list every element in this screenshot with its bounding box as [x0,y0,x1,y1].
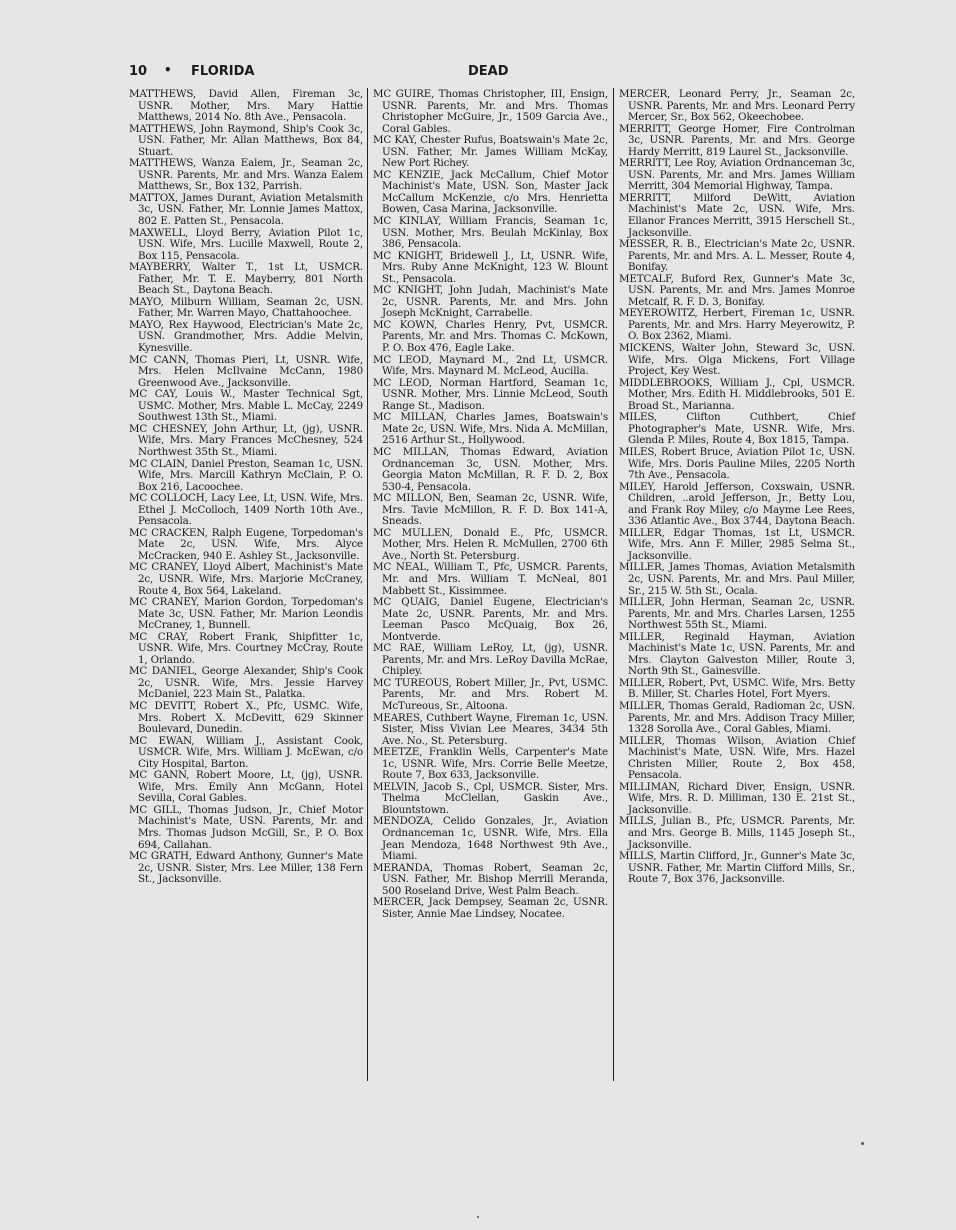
page-number: 10 [129,64,148,79]
casualty-entry: MC DEVITT, Robert X., Pfc, USMC. Wife, Mrs. Robert X. McDevitt, 629 Skinner Boulevard, Dunedin. [129,699,363,736]
column-divider [367,88,368,1081]
column-divider [613,88,614,1081]
casualty-entry: MILLER, John Herman, Seaman 2c, USNR. Parents, Mr. and Mrs. Charles Larsen, 1255 Northwest 55th St., Miami. [619,596,855,632]
casualty-entry: MC KAY, Chester Rufus, Boatswain's Mate 2c, USN. Father, Mr. James William McKay, New Port Richey. [373,134,608,170]
casualty-entry: MC CRACKEN, Ralph Eugene, Torpedoman's Mate 2c, USN. Wife, Mrs. Alyce McCracken, 940 E. Ashley St., Jacksonville. [129,526,363,562]
casualty-entry: MERRITT, Lee Roy, Aviation Ordnanceman 3c, USN. Parents, Mr. and Mrs. James William Merritt, 304 Memorial Highway, Tampa. [619,157,855,193]
casualty-entry: MERANDA, Thomas Robert, Seaman 2c, USN. Father, Mr. Bishop Merrill Meranda, 500 Roseland Drive, West Palm Beach. [373,861,608,897]
state-title: FLORIDA [191,64,255,79]
casualty-entry: MC CRAY, Robert Frank, Shipfitter 1c, USNR. Wife, Mrs. Courtney McCray, Route 1, Orlando. [129,630,363,666]
casualty-entry: MC LEOD, Maynard M., 2nd Lt, USMCR. Wife, Mrs. Maynard M. McLeod, Aucilla. [373,353,608,378]
casualty-entry: MC TUREOUS, Robert Miller, Jr., Pvt, USMC. Parents, Mr. and Mrs. Robert M. McTureous, Sr., Altoona. [373,676,608,712]
casualty-entry: MC RAE, William LeRoy, Lt, (jg), USNR. Parents, Mr. and Mrs. LeRoy Davilla McRae, Chipley. [373,642,609,678]
casualty-entry: MERRITT, George Homer, Fire Controlman 3c, USNR. Parents, Mr. and Mrs. George Hardy Merritt, 819 Laurel St., Jacksonville. [619,122,855,158]
casualty-entry: MENDOZA, Celido Gonzales, Jr., Aviation Ordnanceman 1c, USNR. Wife, Mrs. Ella Jean Mendoza, 1648 Northwest 9th Ave., Miami. [373,815,608,863]
casualty-entry: MELVIN, Jacob S., Cpl, USMCR. Sister, Mrs. Thelma McClellan, Gaskin Ave., Blountstown. [373,780,608,816]
casualty-entry: MC CRANEY, Lloyd Albert, Machinist's Mate 2c, USNR. Wife, Mrs. Marjorie McCraney, Route 4, Box 564, Lakeland. [129,561,363,597]
casualty-entry: METCALF, Buford Rex, Gunner's Mate 3c, USN. Parents, Mr. and Mrs. James Monroe Metcalf, R. F. D. 3, Bonifay. [619,272,855,308]
casualty-entry: MC MULLEN, Donald E., Pfc, USMCR. Mother, Mrs. Helen R. McMullen, 2700 6th Ave., North St. Petersburg. [373,526,608,562]
casualty-entry: MC GANN, Robert Moore, Lt, (jg), USNR. Wife, Mrs. Emily Ann McGann, Hotel Sevilla, Coral Gables. [129,769,363,805]
casualty-entry: MC GRATH, Edward Anthony, Gunner's Mate 2c, USNR. Sister, Mrs. Lee Miller, 138 Fern St., Jacksonville. [129,850,363,886]
casualty-entry: MAYBERRY, Walter T., 1st Lt, USMCR. Father, Mr. T. E. Mayberry, 801 North Beach St., Daytona Beach. [129,261,363,297]
casualty-entry: MC GUIRE, Thomas Christopher, III, Ensign, USNR. Parents, Mr. and Mrs. Thomas Christopher McGuire, Jr., 1509 Garcia Ave., Coral Gables. [373,88,608,135]
casualty-entry: MC COLLOCH, Lacy Lee, Lt, USN. Wife, Mrs. Ethel J. McColloch, 1409 North 10th Ave., Pensacola. [129,492,363,528]
casualty-entry: MATTHEWS, John Raymond, Ship's Cook 3c, USN. Father, Mr. Allan Matthews, Box 84, Stuart. [129,122,363,158]
casualty-entry: MC MILLAN, Charles James, Boatswain's Mate 2c, USN. Wife, Mrs. Nida A. McMillan, 2516 Arthur St., Hollywood. [373,411,608,447]
casualty-entry: MC CHESNEY, John Arthur, Lt, (jg), USNR. Wife, Mrs. Mary Frances McChesney, 524 Northwest 35th St., Miami. [129,422,363,458]
casualty-entry: MC KENZIE, Jack McCallum, Chief Motor Machinist's Mate, USN. Son, Master Jack McCallum McKenzie, c/o Mrs. Henrietta Bowen, Casa Marina, Jacksonville. [373,168,608,216]
casualty-entry: MC CRANEY, Marion Gordon, Torpedoman's Mate 3c, USN. Father, Mr. Marion Leondis McCraney, 1, Bunnell. [129,596,363,632]
casualty-entry: MC KNIGHT, Bridewell J., Lt, USNR. Wife, Mrs. Ruby Anne McKnight, 123 W. Blount St., Pensacola. [373,249,608,285]
casualty-entry: MERCER, Jack Dempsey, Seaman 2c, USNR. Sister, Annie Mae Lindsey, Nocatee. [373,896,608,920]
casualty-entry: MAXWELL, Lloyd Berry, Aviation Pilot 1c, USN. Wife, Mrs. Lucille Maxwell, Route 2, Box 115, Pensacola. [129,226,363,262]
casualty-entry: MC LEOD, Norman Hartford, Seaman 1c, USNR. Mother, Mrs. Linnie McLeod, South Range St., Madison. [373,376,608,412]
casualty-entry: MAYO, Rex Haywood, Electrician's Mate 2c, USN. Grandmother, Mrs. Addie Melvin, Kynesville. [129,318,363,355]
casualty-entry: MC CAY, Louis W., Master Technical Sgt, USMC. Mother, Mrs. Mable L. McCay, 2249 Southwest 13th St., Miami. [129,388,363,424]
casualty-entry: MC KINLAY, William Francis, Seaman 1c, USN. Mother, Mrs. Beulah McKinlay, Box 386, Pensacola. [373,215,608,251]
casualty-entry: MC CANN, Thomas Pieri, Lt, USNR. Wife, Mrs. Helen McIlvaine McCann, 1980 Greenwood Ave., Jacksonville. [129,353,363,389]
casualty-entry: MILLIMAN, Richard Diver, Ensign, USNR. Wife, Mrs. R. D. Milliman, 130 E. 21st St., Jacksonville. [619,780,855,816]
casualty-entry: MILLS, Julian B., Pfc, USMCR. Parents, Mr. and Mrs. George B. Mills, 1145 Joseph St., Jacksonville. [619,815,855,851]
column-2 [373,89,608,920]
casualty-entry: MILEY, Harold Jefferson, Coxswain, USNR. Children, ..arold Jefferson, Jr., Betty Lou, and Frank Roy Miley, c/o Mayme Lee Rees, 336 Atlantic Ave., Box 3744, Daytona Beach. [619,480,855,528]
paper-speck [861,1142,864,1145]
casualty-entry: MILLER, Reginald Hayman, Aviation Machinist's Mate 1c, USN. Parents, Mr. and Mrs. Clayton Galveston Miller, Route 3, North 9th St., Gainesville. [619,630,855,678]
casualty-entry: MILLER, Thomas Wilson, Aviation Chief Machinist's Mate, USN. Wife, Mrs. Hazel Christen Miller, Route 2, Box 458, Pensacola. [619,734,855,782]
casualty-entry: MATTOX, James Durant, Aviation Metalsmith 3c, USN. Father, Mr. Lonnie James Mattox, 802 E. Patten St., Pensacola. [129,191,363,228]
casualty-entry: MICKENS, Walter John, Steward 3c, USN. Wife, Mrs. Olga Mickens, Fort Village Project, Key West. [619,342,855,378]
column-1 [129,89,363,886]
casualty-entry: MC DANIEL, George Alexander, Ship's Cook 2c, USNR. Wife, Mrs. Jessie Harvey McDaniel, 223 Main St., Palatka. [129,665,363,701]
casualty-entry: MATTHEWS, Wanza Ealem, Jr., Seaman 2c, USNR. Parents, Mr. and Mrs. Wanza Ealem Matthews, Sr., Box 132, Parrish. [129,157,363,193]
section-title: DEAD [468,64,509,79]
casualty-entry: MC CLAIN, Daniel Preston, Seaman 1c, USN. Wife, Mrs. Marcill Kathryn McClain, P. O. Box 216, Lacoochee. [129,457,363,493]
casualty-entry: MILLER, James Thomas, Aviation Metalsmith 2c, USN. Parents, Mr. and Mrs. Paul Miller, Sr., 215 W. 5th St., Ocala. [619,561,855,597]
casualty-entry: MIDDLEBROOKS, William J., Cpl, USMCR. Mother, Mrs. Edith H. Middlebrooks, 501 E. Broad St., Marianna. [619,376,855,412]
casualty-entry: MEYEROWITZ, Herbert, Fireman 1c, USNR. Parents, Mr. and Mrs. Harry Meyerowitz, P. O. Box 2362, Miami. [619,307,855,343]
paper-speck [477,1216,479,1218]
casualty-entry: MILLER, Edgar Thomas, 1st Lt, USMCR. Wife, Mrs. Ann F. Miller, 2985 Selma St., Jacksonville. [619,526,855,562]
casualty-entry: MILLER, Robert, Pvt, USMC. Wife, Mrs. Betty B. Miller, St. Charles Hotel, Fort Myers. [619,676,855,701]
casualty-entry: MAYO, Milburn William, Seaman 2c, USN. Father, Mr. Warren Mayo, Chattahoochee. [129,295,363,320]
casualty-entry: MERRITT, Milford DeWitt, Aviation Machinist's Mate 2c, USN. Wife, Mrs. Ellanor Frances Merritt, 3915 Herschell St., Jacksonville. [619,191,855,239]
casualty-entry: MILLS, Martin Clifford, Jr., Gunner's Mate 3c, USNR. Father, Mr. Martin Clifford Mills, Sr., Route 7, Box 376, Jacksonville. [619,850,855,886]
casualty-entry: MC QUAIG, Daniel Eugene, Electrician's Mate 2c, USNR. Parents, Mr. and Mrs. Leeman Pasco McQuaig, Box 26, Montverde. [373,596,608,643]
casualty-entry: MEETZE, Franklin Wells, Carpenter's Mate 1c, USNR. Wife, Mrs. Corrie Belle Meetze, Route 7, Box 633, Jacksonville. [373,746,608,782]
header-bullet: • [164,63,172,77]
casualty-entry: MC KOWN, Charles Henry, Pvt, USMCR. Parents, Mr. and Mrs. Thomas C. McKown, P. O. Box 476, Eagle Lake. [373,318,608,355]
casualty-entry: MERCER, Leonard Perry, Jr., Seaman 2c, USNR. Parents, Mr. and Mrs. Leonard Perry Mercer, Sr., Box 562, Okeechobee. [619,88,855,124]
casualty-entry: MC MILLON, Ben, Seaman 2c, USNR. Wife, Mrs. Tavie McMillon, R. F. D. Box 141-A, Sneads. [373,492,608,528]
casualty-entry: MATTHEWS, David Allen, Fireman 3c, USNR. Mother, Mrs. Mary Hattie Matthews, 2014 No. 8th Ave., Pensacola. [129,88,363,124]
casualty-entry: MC MILLAN, Thomas Edward, Aviation Ordnanceman 3c, USN. Mother, Mrs. Georgia Maton McMillan, R. F. D. 2, Box 530-4, Pensacola. [373,445,608,493]
casualty-entry: MC NEAL, William T., Pfc, USMCR. Parents, Mr. and Mrs. William T. McNeal, 801 Mabbett St., Kissimmee. [373,561,608,597]
column-3 [619,89,855,886]
casualty-entry: MILES, Clifton Cuthbert, Chief Photographer's Mate, USNR. Wife, Mrs. Glenda P. Miles, Route 4, Box 1815, Tampa. [619,411,855,447]
page-header [129,64,855,84]
casualty-entry: MILLER, Thomas Gerald, Radioman 2c, USN. Parents, Mr. and Mrs. Addison Tracy Miller, 1328 Sorolla Ave., Coral Gables, Miami. [619,699,855,736]
casualty-entry: MC GILL, Thomas Judson, Jr., Chief Motor Machinist's Mate, USN. Parents, Mr. and Mrs. Thomas Judson McGill, Sr., P. O. Box 694, Callahan. [129,803,363,851]
casualty-entry: MC KNIGHT, John Judah, Machinist's Mate 2c, USNR. Parents, Mr. and Mrs. John Joseph McKnight, Carrabelle. [373,284,608,320]
casualty-entry: MESSER, R. B., Electrician's Mate 2c, USNR. Parents, Mr. and Mrs. A. L. Messer, Route 4, Bonifay. [619,238,855,274]
casualty-entry: MEARES, Cuthbert Wayne, Fireman 1c, USN. Sister, Miss Vivian Lee Meares, 3434 5th Ave. No., St. Petersburg. [373,711,608,747]
casualty-entry: MILES, Robert Bruce, Aviation Pilot 1c, USN. Wife, Mrs. Doris Pauline Miles, 2205 North 7th Ave., Pensacola. [619,445,855,482]
casualty-entry: MC EWAN, William J., Assistant Cook, USMCR. Wife, Mrs. William J. McEwan, c/o City Hospital, Barton. [129,734,363,770]
